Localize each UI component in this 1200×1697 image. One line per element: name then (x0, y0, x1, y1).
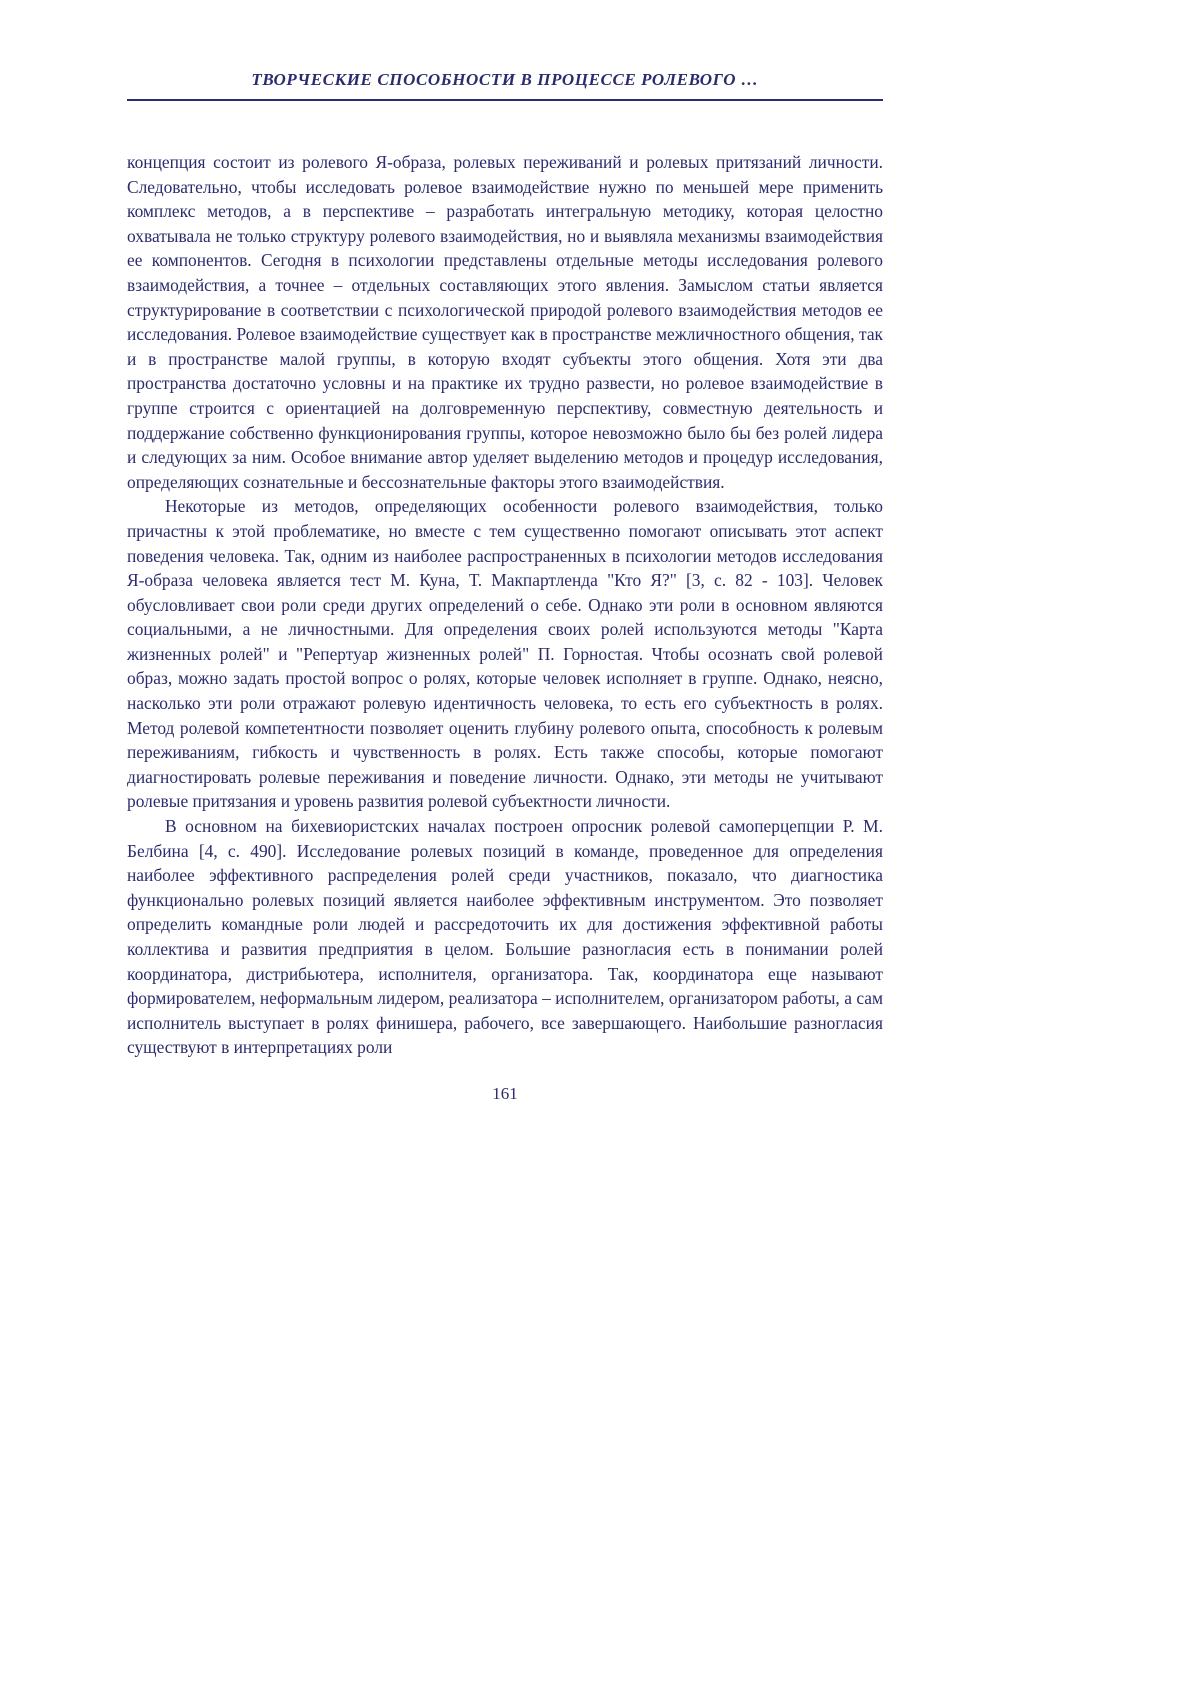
running-head-title: ТВОРЧЕСКИЕ СПОСОБНОСТИ В ПРОЦЕССЕ РОЛЕВОГО … (251, 70, 759, 89)
paragraph: Некоторые из методов, определяющих особенности ролевого взаимодействия, только причастны к этой проблематике, но вместе с тем существенно помогают описывать этот аспект поведения человека. Так, одним из наиболее распространенных в психологии методов исследования Я-образа человека является тест М. Куна, Т. Макпартленда "Кто Я?" [3, с. 82 - 103]. Человек обусловливает свои роли среди других определений о себе. Однако эти роли в основном являются социальными, а не личностными. Для определения своих ролей используются методы "Карта жизненных ролей" и "Репертуар жизненных ролей" П. Горностая. Чтобы осознать свой ролевой образ, можно задать простой вопрос о ролях, которые человек исполняет в группе. Однако, неясно, насколько эти роли отражают ролевую идентичность человека, то есть его субъектность в ролях. Метод ролевой компетентности позволяет оценить глубину ролевого опыта, способность к ролевым переживаниям, гибкость и чувственность в ролях. Есть также способы, которые помогают диагностировать ролевые переживания и поведение личности. Однако, эти методы не учитывают ролевые притязания и уровень развития ролевой субъектности личности. (127, 496, 883, 812)
page-number: 161 (492, 1083, 518, 1103)
header-rule (127, 99, 883, 101)
paragraph: В основном на бихевиористских началах построен опросник ролевой самоперцепции Р. М. Белбина [4, с. 490]. Исследование ролевых позиций в команде, проведенное для определения наиболее эффективного распределения ролей среди участников, показало, что диагностика функционально ролевых позиций является наиболее эффективным инструментом. Это позволяет определить командные роли людей и рассредоточить их для достижения эффективной работы коллектива и развития предприятия в целом. Большие разногласия есть в понимании ролей координатора, дистрибьютера, исполнителя, организатора. Так, координатора еще называют формирователем, неформальным лидером, реализатора – исполнителем, организатором работы, а сам исполнитель выступает в ролях финишера, рабочего, все завершающего. Наибольшие разногласия существуют в интерпретациях роли (127, 816, 883, 1058)
paragraph: концепция состоит из ролевого Я-образа, ролевых переживаний и ролевых притязаний личности. Следовательно, чтобы исследовать ролевое взаимодействие нужно по меньшей мере применить комплекс методов, а в перспективе – разработать интегральную методику, которая целостно охватывала не только структуру ролевого взаимодействия, но и выявляла механизмы взаимодействия ее компонентов. Сегодня в психологии представлены отдельные методы исследования ролевого взаимодействия, а точнее – отдельных составляющих этого явления. Замыслом статьи является структурирование в соответствии с психологической природой ролевого взаимодействия методов ее исследования. Ролевое взаимодействие существует как в пространстве межличностного общения, так и в пространстве малой группы, в которую входят субъекты этого общения. Хотя эти два пространства достаточно условны и на практике их трудно развести, но ролевое взаимодействие в группе строится с ориентацией на долговременную перспективу, совместную деятельность и поддержание собственно функционирования группы, которое невозможно было бы без ролей лидера и следующих за ним. Особое внимание автор уделяет выделению методов и процедур исследования, определяющих сознательные и бессознательные факторы этого взаимодействия. (127, 152, 883, 492)
body-text (127, 150, 883, 1060)
text-column (127, 70, 883, 1104)
